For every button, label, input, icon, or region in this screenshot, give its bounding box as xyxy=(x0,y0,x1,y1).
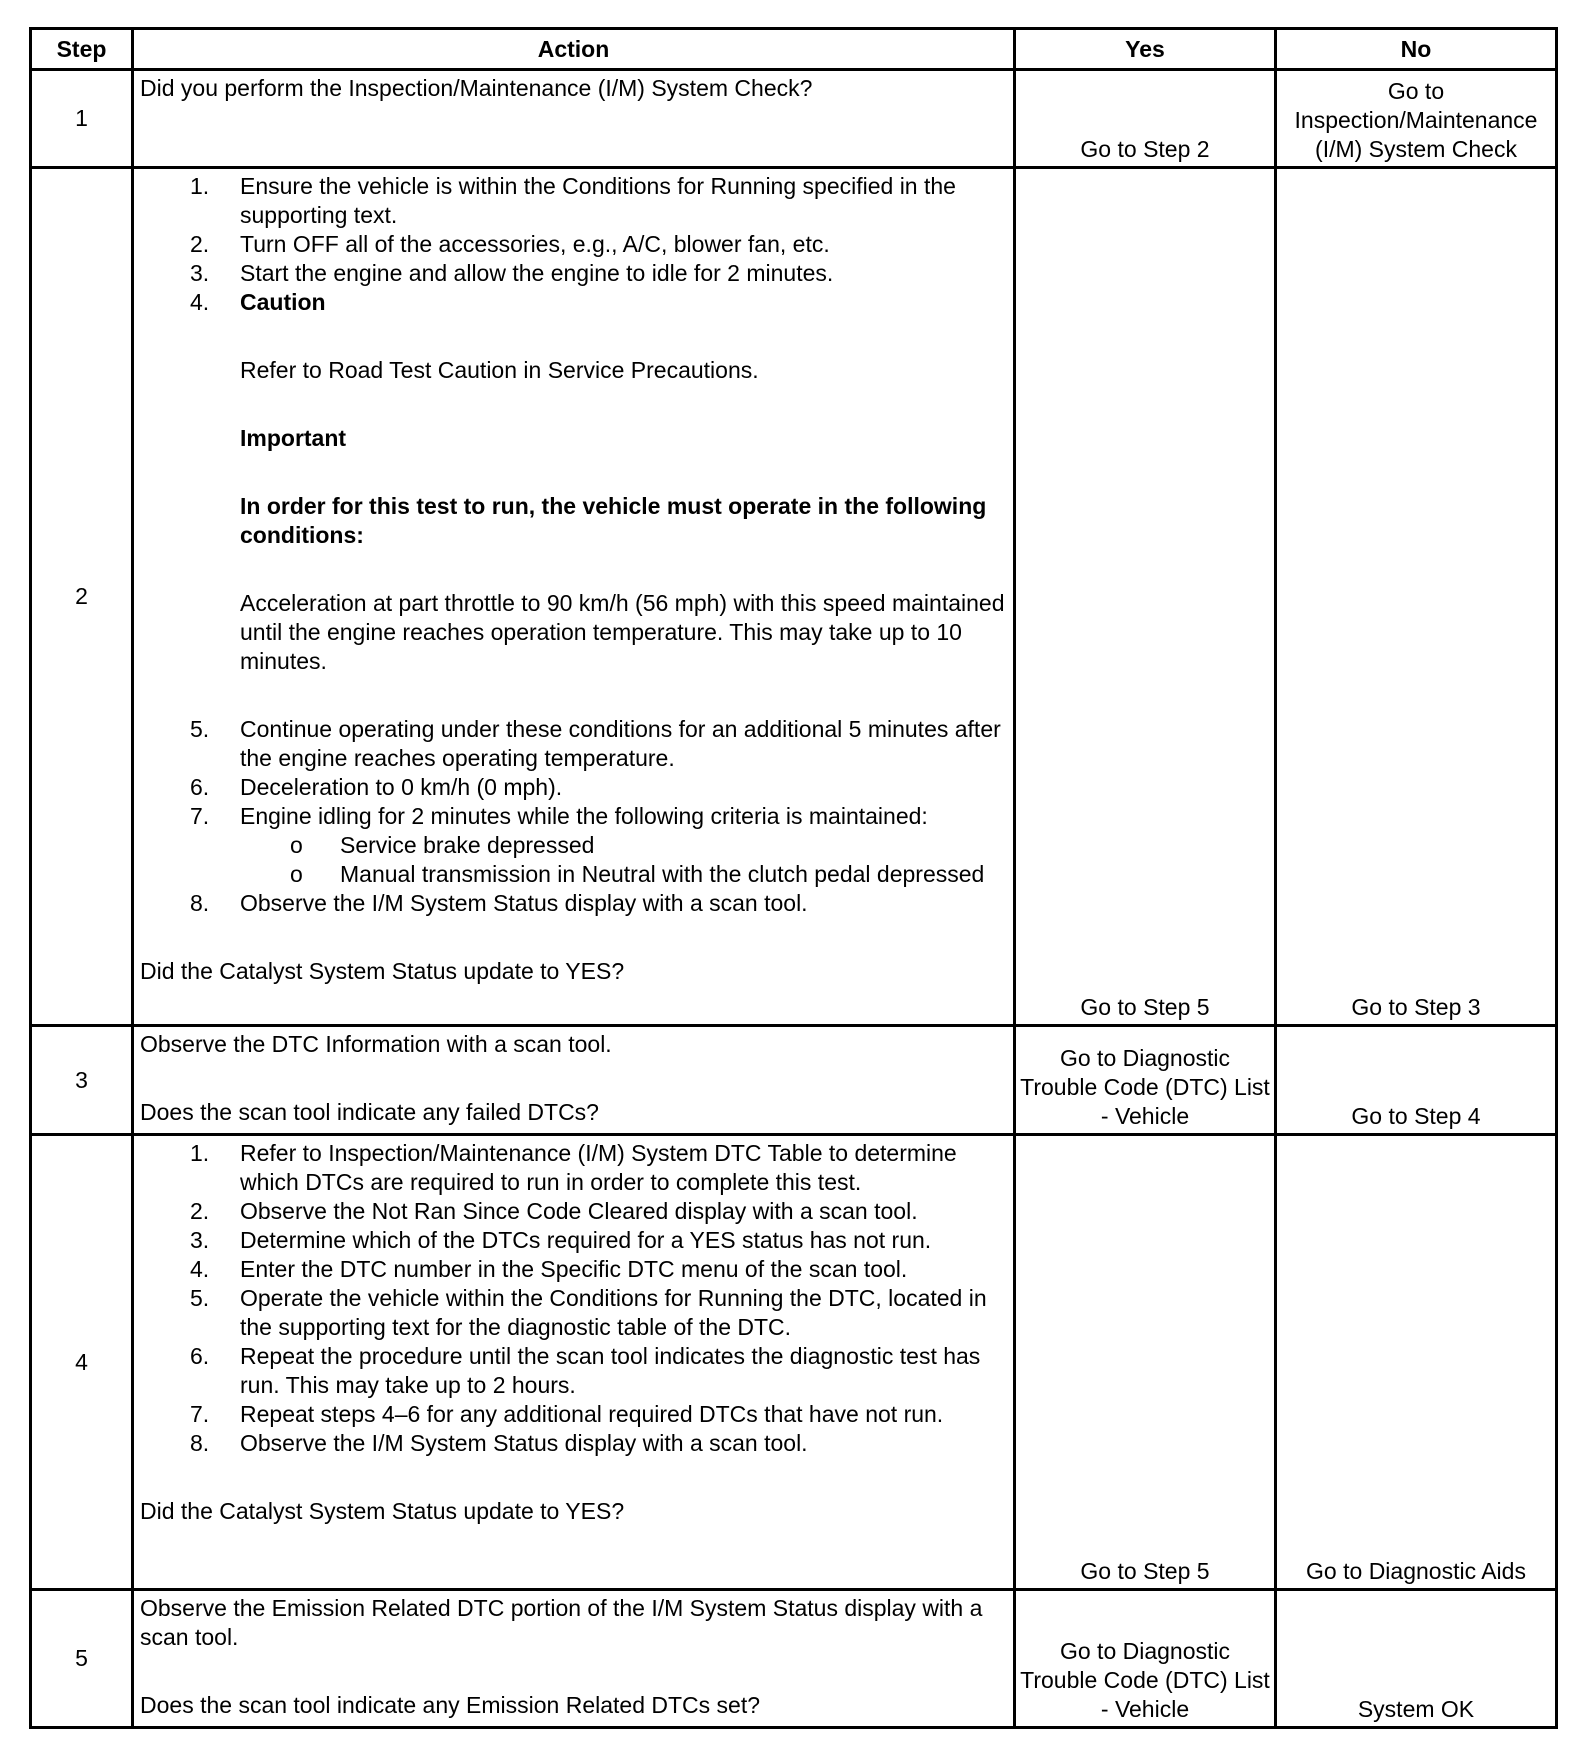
list-item: 8. Observe the I/M System Status display with a scan tool. xyxy=(190,890,808,916)
action-cell xyxy=(133,70,1015,168)
action-cell xyxy=(133,168,1015,1026)
yes-result: Go to Diagnostic Trouble Code (DTC) List - Vehicle xyxy=(1015,1590,1276,1728)
list-item: 3. Determine which of the DTCs required for a YES status has not run. xyxy=(190,1227,932,1253)
table-row xyxy=(31,70,1557,168)
table-row xyxy=(31,1026,1557,1135)
important-text: Acceleration at part throttle to 90 km/h (56 mph) with this speed maintained until the engine reaches operation temperature. This may take up to 10 minutes. xyxy=(240,590,1005,674)
table-row xyxy=(31,168,1557,1026)
question-text: Did the Catalyst System Status update to YES? xyxy=(140,1498,625,1524)
list-item: 6. Deceleration to 0 km/h (0 mph). xyxy=(190,774,563,800)
procedure-list xyxy=(140,1139,1007,1458)
step-number: 2 xyxy=(31,168,133,1026)
list-item: 7. Engine idling for 2 minutes while the following criteria is maintained: o Service brake depressed o Manual transmission in Neutral with the clutch pedal depressed xyxy=(240,802,1007,889)
diagnostic-table xyxy=(29,27,1558,1729)
sub-list-item: o Manual transmission in Neutral with the clutch pedal depressed xyxy=(290,861,985,887)
question-text: Does the scan tool indicate any failed DTCs? xyxy=(140,1099,599,1125)
action-cell xyxy=(133,1135,1015,1590)
step-number: 1 xyxy=(31,70,133,168)
important-bold-text: In order for this test to run, the vehicle must operate in the following conditions: xyxy=(240,493,987,548)
intro-text: Observe the Emission Related DTC portion of the I/M System Status display with a scan tool. xyxy=(140,1595,983,1650)
list-item: 7. Repeat steps 4–6 for any additional required DTCs that have not run. xyxy=(190,1401,944,1427)
question-text: Does the scan tool indicate any Emission Related DTCs set? xyxy=(140,1692,761,1718)
action-cell xyxy=(133,1026,1015,1135)
no-result: System OK xyxy=(1276,1590,1557,1728)
header-action: Action xyxy=(133,29,1015,70)
step-number: 5 xyxy=(31,1590,133,1728)
sub-list xyxy=(240,831,1007,889)
table-row xyxy=(31,1135,1557,1590)
question-text: Did you perform the Inspection/Maintenance (I/M) System Check? xyxy=(140,75,813,101)
header-no: No xyxy=(1276,29,1557,70)
yes-result: Go to Diagnostic Trouble Code (DTC) List - Vehicle xyxy=(1015,1026,1276,1135)
list-item: 4. Caution Refer to Road Test Caution in Service Precautions. Important In order for this test to run, the vehicle must operate in the following conditions: Acceleration at part throttle to 90 km/h (56 mph) with this speed maintained until the engine reaches operation temperature. This may take up to 10 minutes. xyxy=(240,288,1007,715)
no-result: Go to Step 4 xyxy=(1276,1026,1557,1135)
list-item: 5. Operate the vehicle within the Conditions for Running the DTC, located in the supporting text for the diagnostic table of the DTC. xyxy=(190,1285,987,1340)
no-result: Go to Inspection/Maintenance (I/M) System Check xyxy=(1276,70,1557,168)
no-result: Go to Diagnostic Aids xyxy=(1276,1135,1557,1590)
caution-text: Refer to Road Test Caution in Service Precautions. xyxy=(240,357,759,383)
intro-text: Observe the DTC Information with a scan tool. xyxy=(140,1031,612,1057)
sub-list-item: o Service brake depressed xyxy=(290,832,595,858)
list-item: 2. Turn OFF all of the accessories, e.g., A/C, blower fan, etc. xyxy=(190,231,830,257)
list-item: 4. Enter the DTC number in the Specific DTC menu of the scan tool. xyxy=(190,1256,908,1282)
question-text: Did the Catalyst System Status update to YES? xyxy=(140,958,625,984)
header-row xyxy=(31,29,1557,70)
list-item: 5. Continue operating under these conditions for an additional 5 minutes after the engine reaches operating temperature. xyxy=(190,716,1001,771)
yes-result: Go to Step 5 xyxy=(1015,1135,1276,1590)
list-item: 1. Ensure the vehicle is within the Conditions for Running specified in the supporting text. xyxy=(190,173,956,228)
important-heading: Important xyxy=(240,425,347,451)
step-number: 4 xyxy=(31,1135,133,1590)
table-row xyxy=(31,1590,1557,1728)
list-item: 6. Repeat the procedure until the scan tool indicates the diagnostic test has run. This may take up to 2 hours. xyxy=(190,1343,981,1398)
header-yes: Yes xyxy=(1015,29,1276,70)
no-result: Go to Step 3 xyxy=(1276,168,1557,1026)
step-number: 3 xyxy=(31,1026,133,1135)
action-cell xyxy=(133,1590,1015,1728)
yes-result: Go to Step 5 xyxy=(1015,168,1276,1026)
header-step: Step xyxy=(31,29,133,70)
list-item: 1. Refer to Inspection/Maintenance (I/M) System DTC Table to determine which DTCs are required to run in order to complete this test. xyxy=(190,1140,957,1195)
procedure-list xyxy=(140,172,1007,918)
list-item: 8. Observe the I/M System Status display with a scan tool. xyxy=(190,1430,808,1456)
yes-result: Go to Step 2 xyxy=(1015,70,1276,168)
list-item: 2. Observe the Not Ran Since Code Cleared display with a scan tool. xyxy=(190,1198,918,1224)
caution-heading: Caution xyxy=(240,289,326,315)
list-item: 3. Start the engine and allow the engine to idle for 2 minutes. xyxy=(190,260,834,286)
